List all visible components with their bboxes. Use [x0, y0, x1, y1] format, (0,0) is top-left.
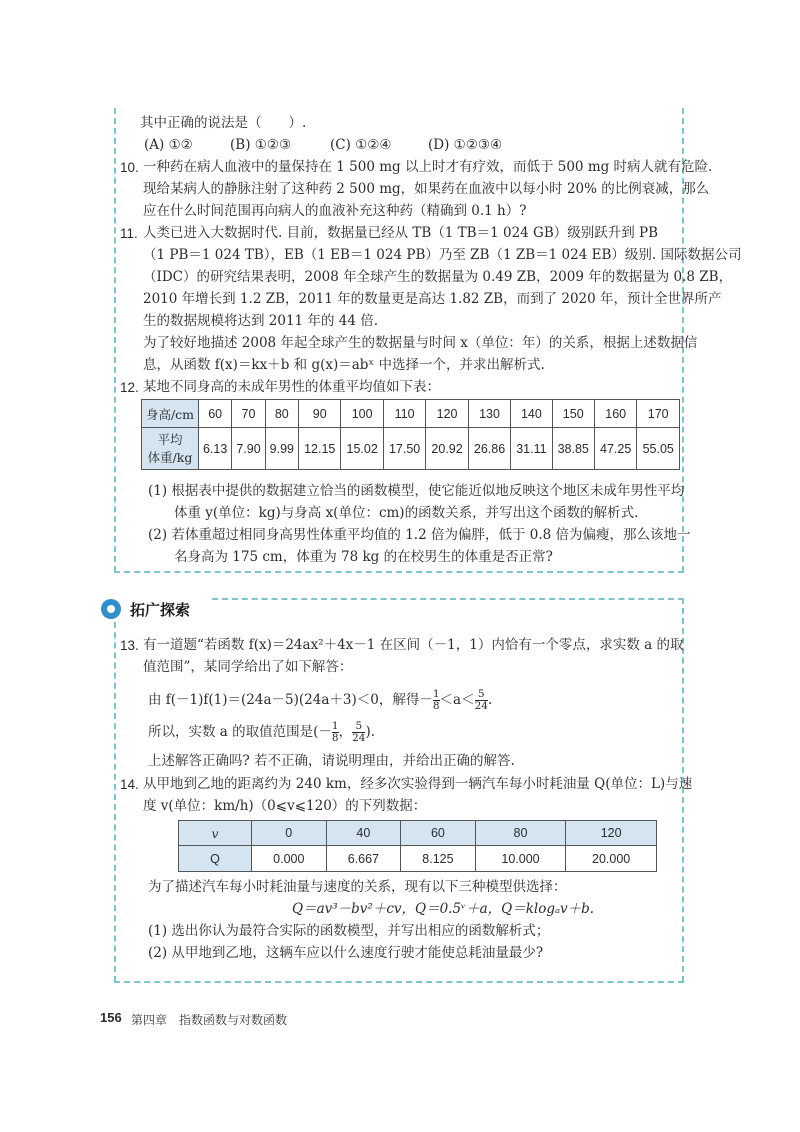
q10-line: 现给某病人的静脉注射了这种药 2 500 mg，如果药在血液中以每小时 20% 的比例衰减，那么: [143, 181, 710, 197]
q11-line: 息，从函数 f(x)＝kx＋b 和 g(x)＝abˣ 中选择一个，并求出解析式.: [143, 357, 545, 373]
q11-line: 生的数据规模将达到 2011 年的 44 倍.: [143, 313, 378, 329]
table-cell: 7.90: [232, 428, 265, 470]
table-header: v: [179, 821, 252, 846]
table-cell: 6.13: [199, 428, 232, 470]
table-cell: 60: [401, 821, 476, 846]
table-cell: 140: [511, 400, 552, 428]
table-cell: 130: [468, 400, 510, 428]
q12-part: 体重 y(单位：kg)与身高 x(单位：cm)的函数关系，并写出这个函数的解析式.: [174, 505, 639, 521]
q13-solution: 由 f(－1)f(1)＝(24a－5)(24a＋3)＜0，解得－ $\frac{1}{8}$ ＜a＜ $\frac{5}{24}$ .: [148, 688, 493, 712]
frac-den: 8: [432, 700, 440, 712]
frame-left-bottom: [114, 612, 116, 982]
fraction: [475, 689, 488, 712]
frame-left-top: [114, 108, 116, 572]
table-cell: 10.000: [475, 846, 566, 872]
table-cell: 120: [426, 400, 468, 428]
q10-line: 一种药在病人血液中的量保持在 1 500 mg 以上时才有疗效，而低于 500 mg 时病人就有危险.: [143, 159, 713, 175]
table-cell: 47.25: [594, 428, 636, 470]
q14-part: (1) 选出你认为最符合实际的函数模型，并写出相应的函数解析式；: [148, 923, 550, 939]
table-header: [142, 428, 199, 470]
frac-num: 1: [331, 720, 339, 732]
frame-bottom-top: [114, 571, 684, 573]
speed-fuel-table: [178, 820, 657, 872]
frac-num: 1: [432, 688, 440, 700]
option-d: (D) ①②③④: [428, 137, 503, 153]
range-text: 所以，实数 a 的取值范围是: [148, 724, 314, 740]
table-cell: 40: [326, 821, 401, 846]
q14-line: 从甲地到乙地的距离约为 240 km，经多次实验得到一辆汽车每小时耗油量 Q(单位：L)与速: [143, 776, 693, 792]
frac-den: 24: [474, 700, 488, 712]
table-cell: 17.50: [383, 428, 425, 470]
table-cell: 60: [199, 400, 232, 428]
fraction: [433, 689, 440, 712]
table-cell: 20.000: [566, 846, 657, 872]
table-cell: 160: [594, 400, 636, 428]
question-prompt: 其中正确的说法是（ ）.: [140, 115, 307, 131]
frac-den: 8: [331, 732, 339, 744]
table-cell: 20.92: [426, 428, 468, 470]
q14-after: 为了描述汽车每小时耗油量与速度的关系，现有以下三种模型供选择：: [148, 879, 567, 895]
table-header-line: 体重/kg: [147, 449, 193, 465]
q12-part: 名身高为 175 cm，体重为 78 kg 的在校男生的体重是否正常?: [174, 549, 553, 565]
table-cell: 70: [232, 400, 265, 428]
section-icon: [101, 599, 121, 619]
frac-num: 5: [355, 720, 363, 732]
q12-intro: 某地不同身高的未成年男性的体重平均值如下表：: [143, 379, 440, 395]
option-a: (A) ①②: [144, 137, 193, 153]
q11-number: 11.: [120, 226, 138, 241]
chapter-title: 第四章 指数函数与对数函数: [131, 1013, 288, 1027]
q13-line: 有一道题“若函数 f(x)＝24ax²＋4x－1 在区间（－1，1）内恰有一个零点，求实数 a 的取: [143, 637, 684, 653]
frac-num: 5: [477, 688, 485, 700]
table-cell: 12.15: [298, 428, 340, 470]
table-cell: 120: [566, 821, 657, 846]
q10-number: 10.: [120, 160, 139, 175]
table-cell: 80: [265, 400, 298, 428]
table-header: 身高/cm: [142, 400, 199, 428]
table-cell: 90: [298, 400, 340, 428]
q14-part: (2) 从甲地到乙地，这辆车应以什么速度行驶才能使总耗油量最少?: [148, 945, 544, 961]
q13-question: 上述解答正确吗? 若不正确，请说明理由，并给出正确的解答.: [148, 753, 515, 769]
solution-text: 由 f(－1)f(1)＝(24a－5)(24a＋3)＜0，解得: [148, 692, 420, 708]
page-number: 156: [100, 1010, 122, 1025]
q10-line: 应在什么时间范围再向病人的血液补充这种药（精确到 0.1 h）?: [143, 203, 527, 219]
table-cell: 55.05: [637, 428, 680, 470]
q14-line: 度 v(单位：km/h)（0⩽v⩽120）的下列数据：: [143, 798, 427, 814]
q11-line: （IDC）的研究结果表明，2008 年全球产生的数据量为 0.49 ZB，2009 年的数据量为 0.8 ZB，: [143, 269, 733, 285]
q13-number: 13.: [120, 638, 139, 653]
table-header: Q: [179, 846, 252, 872]
q12-part: (2) 若体重超过相同身高男性体重平均值的 1.2 倍为偏胖，低于 0.8 倍为偏瘦，那么该地一: [148, 527, 691, 543]
fraction: [332, 721, 339, 744]
frame-top-bottom: [212, 598, 684, 600]
q14-number: 14.: [120, 777, 139, 792]
table-cell: 100: [341, 400, 383, 428]
q11-line: （1 PB＝1 024 TB），EB（1 EB＝1 024 PB）乃至 ZB（1 ZB＝1 024 EB）级别. 国际数据公司: [143, 247, 742, 263]
q14-models: Q＝av³－bv²＋cv，Q＝0.5ᵛ＋a，Q＝klogₐv＋b.: [292, 901, 595, 917]
table-cell: 8.125: [401, 846, 476, 872]
table-cell: 150: [552, 400, 594, 428]
height-weight-table: [141, 399, 680, 470]
table-cell: 38.85: [552, 428, 594, 470]
frac-den: 24: [352, 732, 366, 744]
q12-part: (1) 根据表中提供的数据建立恰当的函数模型，使它能近似地反映这个地区未成年男性平均: [148, 483, 685, 499]
q13-line: 值范围”，某同学给出了如下解答：: [143, 659, 353, 675]
table-cell: 31.11: [511, 428, 552, 470]
table-cell: 170: [637, 400, 680, 428]
q11-line: 2010 年增长到 1.2 ZB，2011 年的数量更是高达 1.82 ZB，而到了 2020 年，预计全世界所产: [143, 291, 722, 307]
option-b: (B) ①②③: [230, 137, 292, 153]
q12-number: 12.: [120, 380, 139, 395]
table-cell: 0.000: [252, 846, 327, 872]
q11-line: 为了较好地描述 2008 年起全球产生的数据量与时间 x（单位：年）的关系，根据上述数据信: [143, 335, 698, 351]
option-c: (C) ①②④: [330, 137, 392, 153]
table-cell: 110: [383, 400, 425, 428]
q11-line: 人类已进入大数据时代. 目前，数据量已经从 TB（1 TB＝1 024 GB）级别跃升到 PB: [143, 225, 659, 241]
fraction: [352, 721, 365, 744]
table-cell: 26.86: [468, 428, 510, 470]
table-cell: 9.99: [265, 428, 298, 470]
table-cell: 0: [252, 821, 327, 846]
frame-bottom-bottom: [114, 981, 684, 983]
q13-range: 所以，实数 a 的取值范围是(－ $\frac{1}{8}$ ， $\frac{5}{24}$ ).: [148, 720, 376, 744]
table-cell: 80: [475, 821, 566, 846]
table-cell: 15.02: [341, 428, 383, 470]
section-title: 拓广探索: [130, 601, 191, 619]
table-header-line: 平均: [157, 431, 183, 447]
table-cell: 6.667: [326, 846, 401, 872]
